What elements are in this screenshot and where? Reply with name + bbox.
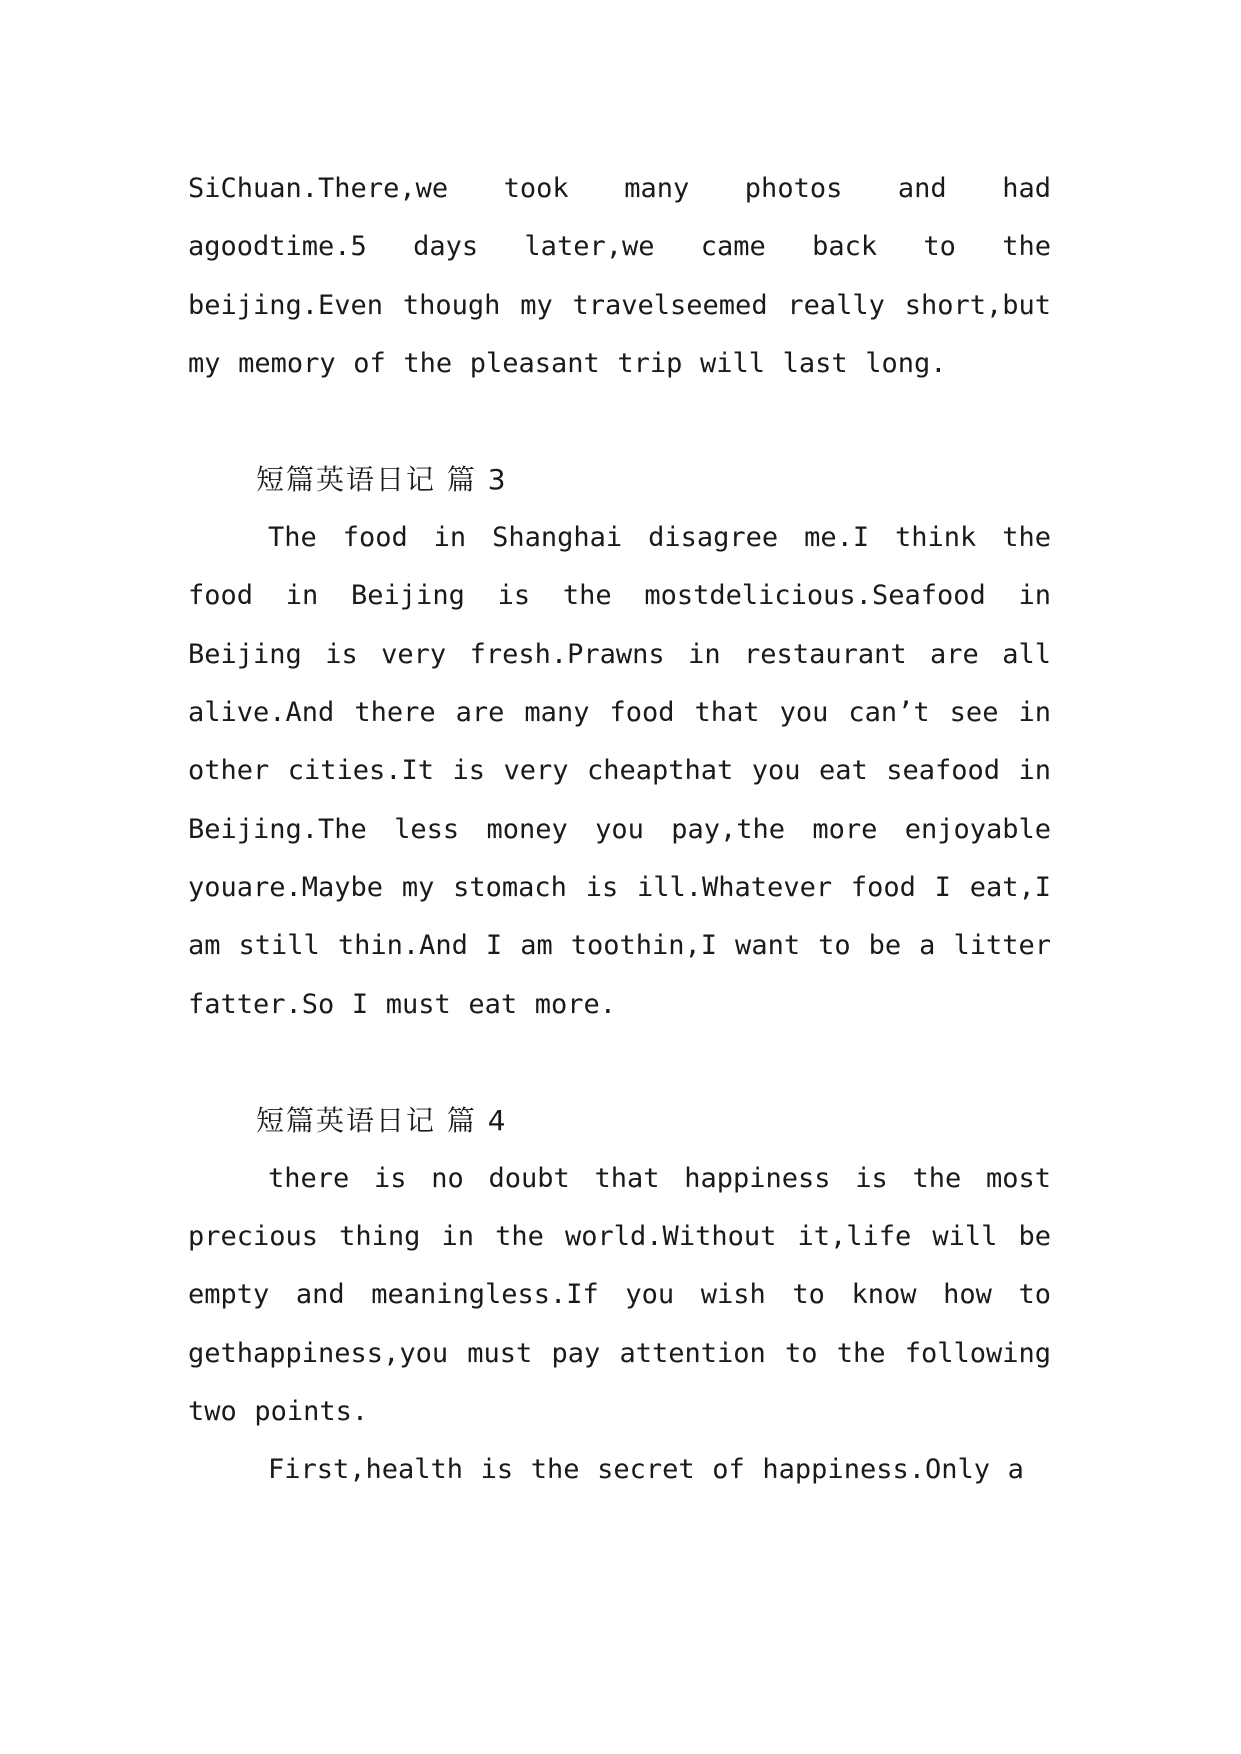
paragraph-food-beijing: The food in Shanghai disagree me.I think the food in Beijing is the mostdelicious.Seafood in Beijing is very fresh.Prawns in restaurant are all alive.And there are many food that you can’t see in other cities.It is very cheapthat you eat seafood in Beijing.The less money you pay,the more enjoyable youare.Maybe my stomach is ill.Whatever food I eat,I am still thin.And I am toothin,I want to be a litter fatter.So I must eat more. <box>188 522 1051 1020</box>
paragraph-happiness-intro: there is no doubt that happiness is the most precious thing in the world.Without it,life will be empty and meaningless.If you wish to know how to gethappiness,you must pay attention to the following two points. <box>188 1162 1051 1428</box>
document-page <box>188 160 1051 1500</box>
section-heading-3: 短篇英语日记 篇 3 <box>256 463 508 497</box>
paragraph-health-secret: First,health is the secret of happiness.Only a <box>268 1454 1024 1486</box>
section-heading-4: 短篇英语日记 篇 4 <box>256 1103 508 1137</box>
section-gap <box>188 393 1051 451</box>
section-gap <box>188 1034 1051 1092</box>
paragraph-sichuan-trip: SiChuan.There,we took many photos and had agoodtime.5 days later,we came back to the beijing.Even though my travelseemed really short,but my memory of the pleasant trip will last long. <box>188 173 1051 379</box>
